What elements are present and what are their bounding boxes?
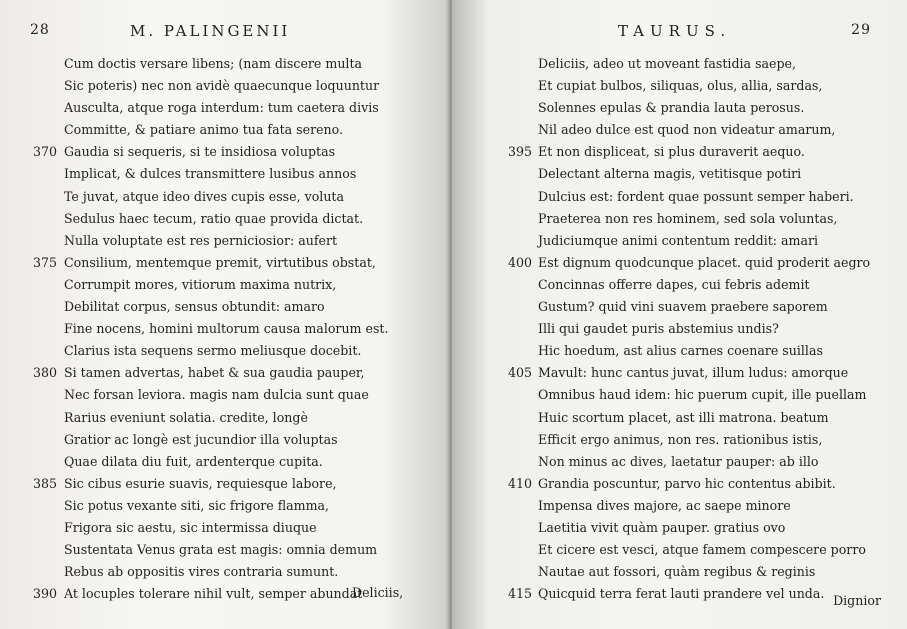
verse-text: Gaudia si sequeris, si te insidiosa voluptas [64, 144, 336, 160]
left-running-head: M. PALINGENII [130, 22, 291, 40]
verse-line [452, 517, 907, 539]
line-number: 370 [33, 144, 58, 160]
verse-line [452, 340, 907, 362]
verse-text: Te juvat, atque ideo dives cupis esse, voluta [64, 188, 344, 204]
verse-line [0, 119, 448, 141]
verse-text: Quae dilata diu fuit, ardenterque cupita. [64, 453, 323, 469]
line-number: 405 [508, 365, 533, 381]
verse-line [452, 208, 907, 230]
verse-text: Clarius ista sequens sermo meliusque docebit. [64, 343, 362, 359]
verse-text: Implicat, & dulces transmittere lusibus annos [64, 166, 357, 182]
right-catchword: Dignior [833, 593, 881, 608]
verse-line [452, 318, 907, 340]
verse-line [452, 163, 907, 185]
right-page-number: 29 [851, 22, 871, 38]
verse-text: Sedulus haec tecum, ratio quae provida dictat. [64, 210, 364, 226]
verse-line [452, 141, 907, 163]
verse-text: Corrumpit mores, vitiorum maxima nutrix, [64, 276, 337, 292]
verse-line [452, 186, 907, 208]
line-number: 375 [33, 254, 58, 270]
right-header [452, 22, 907, 42]
verse-text: Delectant alterna magis, vetitisque potiri [538, 166, 802, 182]
verse-text: Et cicere est vesci, atque famem compescere porro [538, 542, 866, 558]
verse-text: Deliciis, adeo ut moveant fastidia saepe, [538, 56, 797, 71]
verse-text: Judiciumque animi contentum reddit: amari [538, 232, 819, 248]
verse-text: Cum doctis versare libens; (nam discere multa [64, 56, 363, 71]
verse-line [452, 252, 907, 274]
verse-text: Laetitia vivit quàm pauper. gratius ovo [538, 519, 786, 535]
verse-line [0, 230, 448, 252]
verse-line [452, 429, 907, 451]
verse-text: Dulcius est: fordent quae possunt semper haberi. [538, 188, 854, 204]
verse-text: Nec forsan leviora. magis nam dulcia sunt quae [64, 387, 369, 403]
verse-text: Gustum? quid vini suavem praebere saporem [538, 299, 828, 315]
verse-text: Omnibus haud idem: hic puerum cupit, ille puellam [538, 387, 867, 403]
line-number: 400 [508, 254, 533, 270]
verse-text: Si tamen advertas, habet & sua gaudia pauper, [64, 365, 365, 381]
line-number: 395 [508, 144, 533, 160]
verse-line [0, 473, 448, 495]
verse-text: Grandia poscuntur, parvo hic contentus abibit. [538, 475, 836, 491]
right-page [452, 0, 907, 629]
verse-line [452, 473, 907, 495]
verse-line [452, 119, 907, 141]
verse-line [452, 97, 907, 119]
verse-text: Hic hoedum, ast alius carnes coenare suillas [538, 343, 823, 359]
verse-text: Efficit ergo animus, non res. rationibus istis, [538, 431, 823, 447]
verse-line [452, 407, 907, 429]
verse-line [452, 561, 907, 583]
verse-text: Et cupiat bulbos, siliquas, olus, allia, sardas, [538, 78, 823, 94]
verse-text: Gratior ac longè est jucundior illa voluptas [64, 431, 338, 447]
verse-line [0, 451, 448, 473]
verse-line [452, 75, 907, 97]
left-verse-block [0, 53, 448, 605]
verse-line [0, 252, 448, 274]
verse-line [0, 517, 448, 539]
verse-line [452, 362, 907, 384]
verse-text: Sic poteris) nec non avidè quaecunque loquuntur [64, 78, 380, 94]
verse-line [0, 75, 448, 97]
verse-line [452, 495, 907, 517]
verse-line [452, 296, 907, 318]
verse-text: Ausculta, atque roga interdum: tum caetera divis [64, 100, 379, 116]
left-page [0, 0, 448, 629]
verse-line [0, 53, 448, 75]
verse-line [0, 274, 448, 296]
verse-text: Nautae aut fossori, quàm regibus & reginis [538, 564, 816, 580]
line-number: 390 [33, 586, 58, 602]
verse-line [0, 561, 448, 583]
verse-line [452, 230, 907, 252]
verse-text: Concinnas offerre dapes, cui febris ademit [538, 276, 810, 292]
verse-text: Non minus ac dives, laetatur pauper: ab illo [538, 453, 819, 469]
verse-line [0, 318, 448, 340]
right-verse-block [452, 53, 907, 605]
verse-text: Nil adeo dulce est quod non videatur amarum, [538, 122, 836, 138]
left-header [0, 22, 448, 42]
verse-text: Fine nocens, homini multorum causa malorum est. [64, 321, 389, 337]
verse-text: Huic scortum placet, ast illi matrona. beatum [538, 409, 829, 425]
line-number: 385 [33, 475, 58, 491]
verse-text: Committe, & patiare animo tua fata sereno. [64, 122, 344, 138]
verse-line [0, 384, 448, 406]
verse-line [452, 539, 907, 561]
verse-text: Quicquid terra ferat lauti prandere vel unda. [538, 586, 825, 602]
verse-text: Mavult: hunc cantus juvat, illum ludus: amorque [538, 365, 849, 381]
line-number: 380 [33, 365, 58, 381]
verse-line [452, 274, 907, 296]
verse-line [0, 208, 448, 230]
verse-line [0, 362, 448, 384]
verse-line [0, 407, 448, 429]
left-catchword: Deliciis, [352, 585, 404, 600]
verse-line [0, 186, 448, 208]
left-page-number: 28 [30, 22, 50, 38]
verse-text: Rebus ab oppositis vires contraria sumunt. [64, 564, 339, 580]
verse-line [0, 539, 448, 561]
verse-text: Illi qui gaudet puris abstemius undis? [538, 321, 779, 337]
verse-text: Sustentata Venus grata est magis: omnia demum [64, 542, 378, 558]
verse-line [0, 141, 448, 163]
verse-text: Consilium, mentemque premit, virtutibus obstat, [64, 254, 376, 270]
verse-line [452, 53, 907, 75]
verse-text: At locuples tolerare nihil vult, semper abundat [64, 586, 363, 602]
verse-line [0, 97, 448, 119]
verse-text: Praeterea non res hominem, sed sola voluntas, [538, 210, 838, 226]
verse-text: Rarius eveniunt solatia. credite, longè [64, 409, 308, 425]
right-running-head: TAURUS. [618, 22, 732, 40]
verse-line [452, 384, 907, 406]
verse-line [0, 296, 448, 318]
verse-text: Debilitat corpus, sensus obtundit: amaro [64, 299, 325, 315]
verse-text: Sic cibus esurie suavis, requiesque labore, [64, 475, 337, 491]
verse-text: Est dignum quodcunque placet. quid proderit aegro [538, 254, 871, 270]
verse-line [0, 495, 448, 517]
verse-text: Nulla voluptate est res perniciosior: aufert [64, 232, 338, 248]
verse-text: Impensa dives majore, ac saepe minore [538, 497, 791, 513]
verse-text: Et non displiceat, si plus duraverit aequo. [538, 144, 805, 160]
verse-text: Frigora sic aestu, sic intermissa diuque [64, 519, 317, 535]
line-number: 415 [508, 586, 533, 602]
verse-line [0, 429, 448, 451]
verse-text: Solennes epulas & prandia lauta perosus. [538, 100, 805, 116]
verse-line [0, 163, 448, 185]
verse-text: Sic potus vexante siti, sic frigore flamma, [64, 497, 330, 513]
line-number: 410 [508, 475, 533, 491]
verse-line [452, 451, 907, 473]
verse-line [0, 340, 448, 362]
